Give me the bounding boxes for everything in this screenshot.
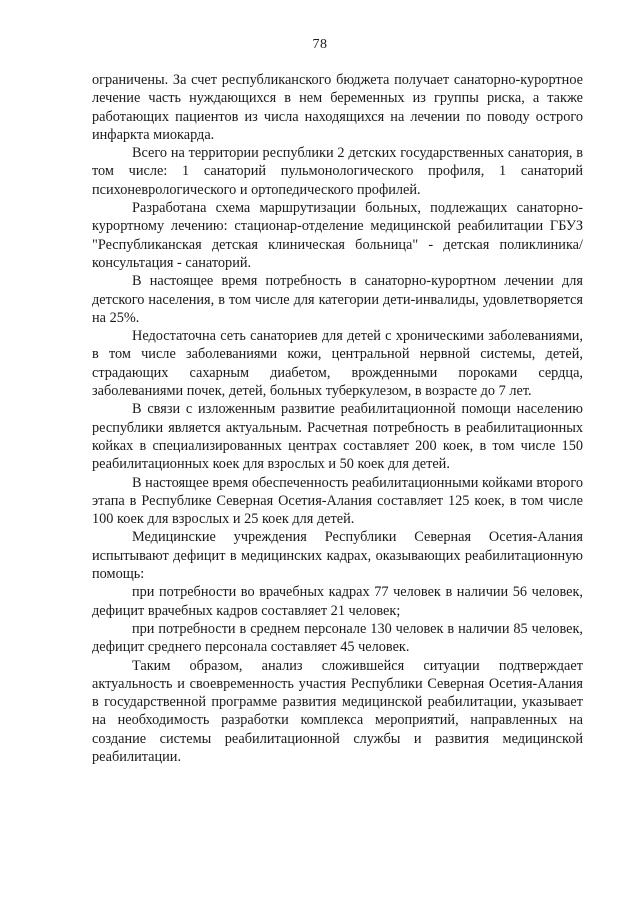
document-body <box>92 71 583 766</box>
paragraph-staff-deficit: Медицинские учреждения Республики Северная Осетия-Алания испытывают дефицит в медицинских кадрах, оказывающих реабилитационную помощь: <box>92 529 583 583</box>
page-number: 78 <box>312 37 328 52</box>
paragraph-sanatorium-shortage: Недостаточна сеть санаториев для детей с хроническими заболеваниями, в том числе заболеваниями кожи, центральной нервной системы, детей, страдающих сахарным диабетом, врожденными пороками сердца, заболеваниями почек, детей, больных туберкулезом, в возрасте до 7 лет. <box>92 328 583 400</box>
paragraph-children-demand: В настоящее время потребность в санаторно-курортном лечении для детского населения, в том числе для категории дети-инвалиды, удовлетворяется на 25%. <box>92 273 583 326</box>
paragraph-childrens-sanatoriums: Всего на территории республики 2 детских государственных санатория, в том числе: 1 санаторий пульмонологического профиля, 1 санаторий психоневрологического и ортопедического профилей. <box>92 145 583 198</box>
paragraph-rehab-beds: В настоящее время обеспеченность реабилитационными койками второго этапа в Республике Северная Осетия-Алания составляет 125 коек, в том числе 100 коек для взрослых и 25 коек для детей. <box>92 474 583 528</box>
paragraph-rehab-need: В связи с изложенным развитие реабилитационной помощи населению республики является актуальным. Расчетная потребность в реабилитационных койках в специализированных центрах составляет 200 коек, в том числе 150 реабилитационных коек для взрослых и 50 коек для детей. <box>92 401 583 473</box>
paragraph-conclusion: Таким образом, анализ сложившейся ситуации подтверждает актуальность и своевременность участия Республики Северная Осетия-Алания в государственной программе развития медицинской реабилитации, указывает на необходимость разработки комплекса мероприятий, направленных на создание системы реабилитационной службы и развития медицинской реабилитации. <box>92 657 583 765</box>
paragraph-continuation: ограничены. За счет республиканского бюджета получает санаторно-курортное лечение часть нуждающихся в нем беременных из группы риска, а также работающих пациентов из числа находящихся на лечении по поводу острого инфаркта миокарда. <box>92 72 583 143</box>
paragraph-routing-scheme: Разработана схема маршрутизации больных, подлежащих санаторно-курортному лечению: стационар-отделение медицинской реабилитации ГБУЗ "Республиканская детская клиническая больница" - детская поликлиника/консультация - санаторий. <box>92 200 583 271</box>
paragraph-nurses-deficit: при потребности в среднем персонале 130 человек в наличии 85 человек, дефицит среднего персонала составляет 45 человек. <box>92 620 583 656</box>
paragraph-doctors-deficit: при потребности во врачебных кадрах 77 человек в наличии 56 человек, дефицит врачебных кадров составляет 21 человек; <box>92 584 583 619</box>
